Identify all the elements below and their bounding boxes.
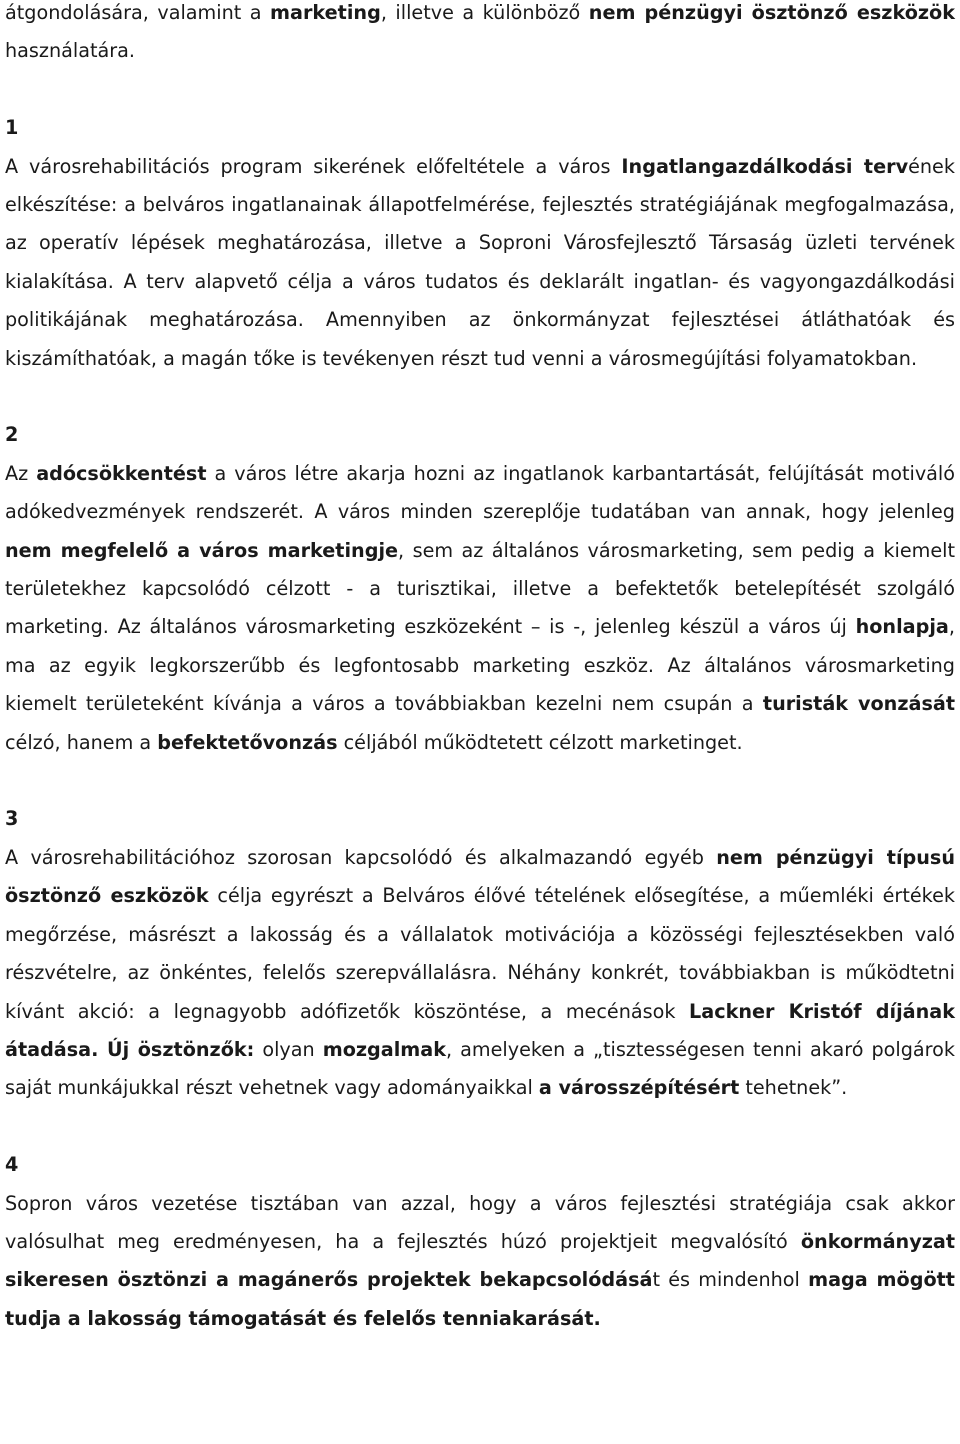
text-run: , ma az egyik legkorszerűbb és legfontosabb marketing eszköz. Az általános városmarketing kiemelt területeként kívánja a város a továbbiakban kezelni nem csupán a: [5, 615, 955, 716]
text-run: átgondolására, valamint a: [5, 1, 271, 24]
body-paragraph: [5, 1185, 955, 1339]
section-number: 1: [5, 116, 19, 140]
text-run: olyan: [254, 1037, 323, 1061]
text-run: a város létre akarja hozni az ingatlanok karbantartását, felújítását motiváló adókedvezmények rendszerét. A város minden szereplője tudatában van annak, hogy jelenleg: [5, 461, 956, 524]
bold-text: mozgalmak: [322, 1037, 447, 1061]
bold-text: adócsökkentést: [36, 461, 207, 485]
section-number: 4: [5, 1153, 19, 1177]
bold-text: maga mögött tudja a lakosság támogatását és felelős tenniakarását.: [5, 1268, 955, 1330]
section-number: 2: [5, 423, 19, 447]
text-run: Az: [5, 461, 37, 485]
text-run: célja egyrészt a Belváros élővé tételének elősegítése, a műemléki értékek megőrzése, másrészt a lakosság és a vállalatok motivációja a közösségi fejlesztésekben való részvételre, az önkéntes, felelős szerepvállalásra. Néhány konkrét, továbbiakban is működtetni kívánt akció: a legnagyobb adófizetők köszöntése, a mecénások: [5, 884, 955, 1023]
text-run: Sopron város vezetése tisztában van azzal, hogy a város fejlesztési stratégiája csak akkor valósulhat meg eredményesen, ha a fejlesztés húzó projektjeit megvalósító: [5, 1191, 955, 1253]
text-run: , sem az általános városmarketing, sem pedig a kiemelt területekhez kapcsolódó célzott - a turisztikai, illetve a befektetők betelepítését szolgáló marketing. Az általános városmarketing eszközeként – is -, jelenleg készül a város új: [5, 538, 955, 639]
body-paragraph: [5, 839, 955, 1108]
body-paragraph: [5, 455, 955, 762]
text-run: A városrehabilitációhoz szorosan kapcsolódó és alkalmazandó egyéb: [5, 845, 717, 869]
text-run: , amelyeken a „tisztességesen tenni akaró polgárok saját munkájukkal részt vehetnek vagy adományaikkal: [5, 1037, 955, 1100]
bold-text: Ingatlangazdálkodási terv: [621, 154, 909, 178]
bold-text: Lackner Kristóf díjának átadása. Új ösztönzők:: [5, 999, 955, 1061]
bold-text: befektetővonzás: [157, 730, 338, 754]
text-run: t és mindenhol: [652, 1268, 809, 1292]
bold-text: marketing: [270, 1, 381, 24]
text-run: A városrehabilitációs program sikerének előfeltétele a város: [5, 154, 622, 178]
document-page: [5, 0, 955, 1377]
text-run: használatára.: [5, 39, 136, 63]
bold-text: turisták vonzását: [762, 692, 955, 716]
text-run: céljából működtetett célzott marketinget.: [337, 730, 743, 754]
body-paragraph: [5, 0, 955, 71]
text-run: célzó, hanem a: [5, 730, 158, 754]
bold-text: nem pénzügyi ösztönző eszközök: [588, 1, 955, 24]
text-run: ének elkészítése: a belváros ingatlanainak állapotfelmérése, fejlesztés stratégiájának megfogalmazása, az operatív lépések meghatározása, illetve a Soproni Városfejlesztő Társaság üzleti tervének kialakítása. A terv alapvető célja a város tudatos és deklarált ingatlan- és vagyongazdálkodási politikájának meghatározása. Amennyiben az önkormányzat fejlesztései átláthatóak és kiszámíthatóak, a magán tőke is tevékenyen részt tud venni a városmegújítási folyamatokban.: [5, 154, 955, 370]
bold-text: a városszépítésért: [538, 1076, 740, 1100]
text-run: , illetve a különböző: [380, 1, 589, 24]
text-run: tehetnek”.: [739, 1076, 848, 1100]
bold-text: nem pénzügyi típusú ösztönző eszközök: [5, 845, 955, 908]
section-number: 3: [5, 807, 19, 831]
body-paragraph: [5, 148, 955, 378]
bold-text: nem megfelelő a város marketingje: [5, 538, 399, 562]
bold-text: önkormányzat sikeresen ösztönzi a magánerős projektek bekapcsolódásá: [5, 1229, 955, 1292]
bold-text: honlapja: [855, 615, 949, 639]
